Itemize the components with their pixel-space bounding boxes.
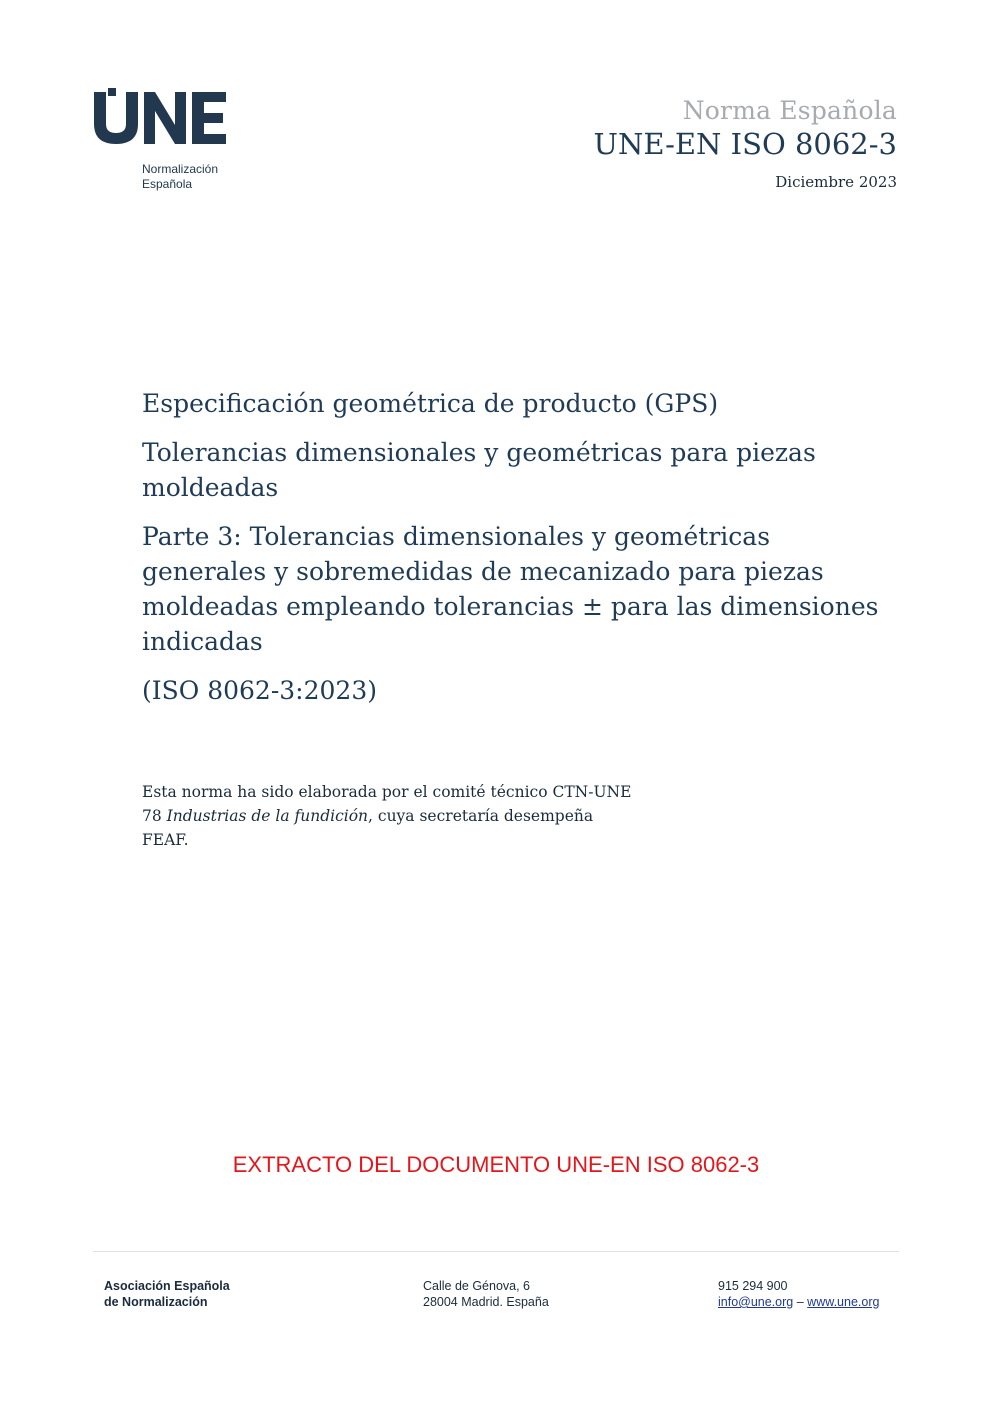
une-logo — [92, 88, 242, 148]
publication-date: Diciembre 2023 — [775, 173, 897, 191]
footer-address-line2: 28004 Madrid. España — [423, 1295, 549, 1309]
email-link[interactable]: info@une.org — [718, 1295, 794, 1309]
logo-subtitle — [142, 162, 218, 192]
footer-divider — [93, 1251, 899, 1252]
footer-address-line1: Calle de Génova, 6 — [423, 1279, 531, 1293]
title-line3: Parte 3: Tolerancias dimensionales y geométricas generales y sobremedidas de mecanizado para piezas moldeadas empleando tolerancias ± para las dimensiones indicadas — [142, 522, 879, 656]
une-logo-icon — [92, 88, 228, 148]
title-line1: Especificación geométrica de producto (GPS) — [142, 389, 719, 418]
footer-address — [423, 1278, 549, 1310]
norma-label: Norma Española — [682, 96, 897, 125]
footer-organization — [104, 1278, 230, 1310]
extract-notice: EXTRACTO DEL DOCUMENTO UNE-EN ISO 8062-3 — [232, 1152, 760, 1177]
website-link[interactable]: www.une.org — [807, 1295, 880, 1309]
logo-subtitle-line2: Española — [142, 177, 193, 191]
committee-statement — [142, 780, 642, 852]
committee-text-part1: Esta norma ha sido elaborada por el comité técnico CTN-UNE 78 — [142, 783, 632, 825]
committee-name: Industrias de la fundición — [166, 807, 369, 825]
committee-text-part2: , cuya secretaría desempeña FEAF. — [142, 807, 594, 849]
footer-separator: – — [796, 1295, 804, 1309]
standard-header — [594, 96, 897, 191]
title-line4: (ISO 8062-3:2023) — [142, 676, 377, 705]
footer-phone: 915 294 900 — [718, 1279, 788, 1293]
document-titles — [142, 386, 902, 722]
footer-org-line2: de Normalización — [104, 1295, 208, 1309]
standard-code: UNE-EN ISO 8062-3 — [593, 127, 897, 161]
footer-org-line1: Asociación Española — [104, 1279, 230, 1293]
footer-contact — [718, 1278, 879, 1310]
logo-subtitle-line1: Normalización — [142, 162, 219, 176]
title-line2: Tolerancias dimensionales y geométricas para piezas moldeadas — [142, 438, 816, 502]
